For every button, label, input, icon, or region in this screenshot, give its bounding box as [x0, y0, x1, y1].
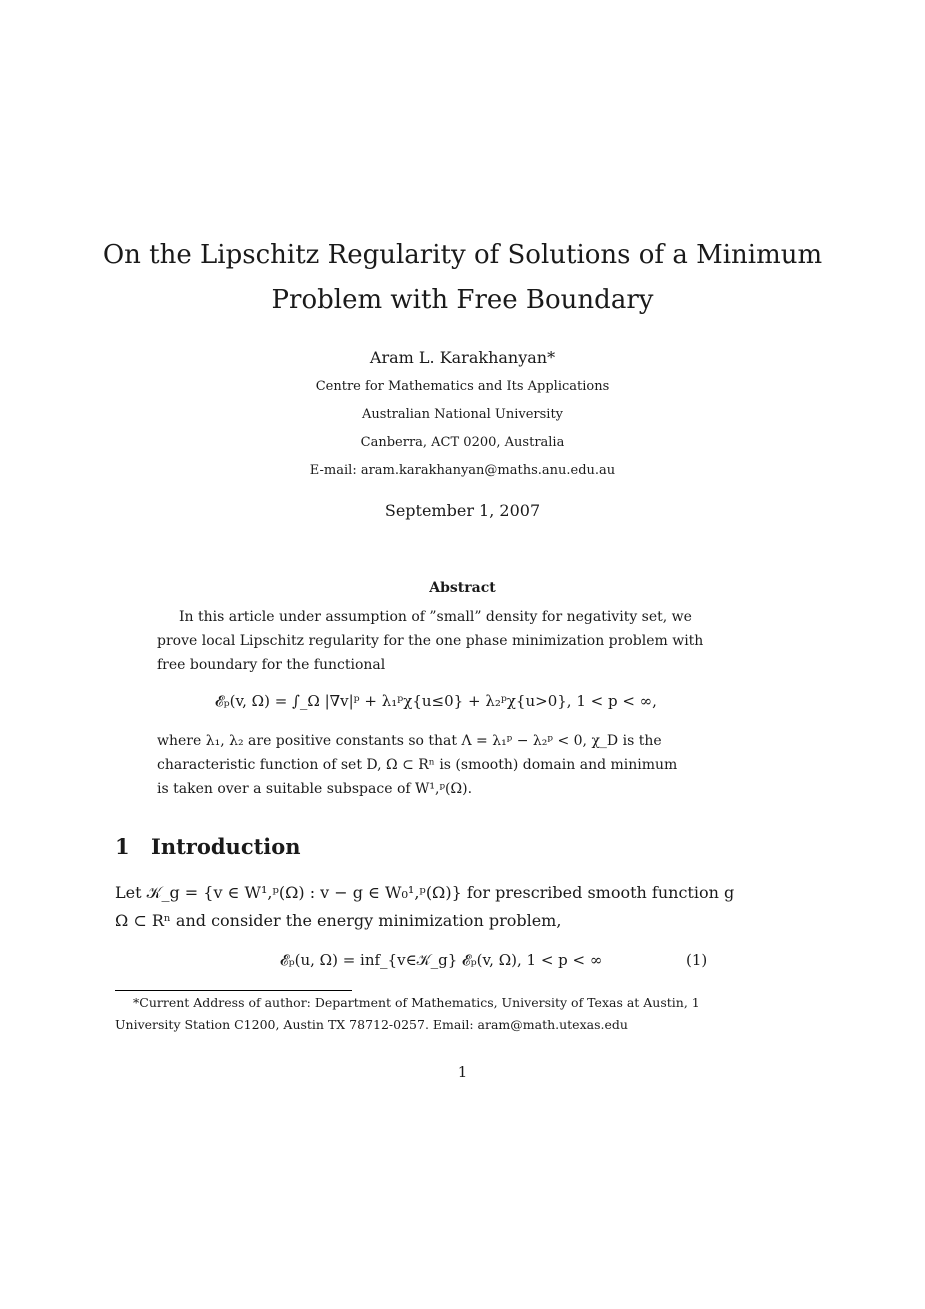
abstract-line: prove local Lipschitz regularity for the one phase minimization problem with [157, 633, 704, 649]
date: September 1, 2007 [384, 501, 541, 520]
abstract-line: free boundary for the functional [157, 657, 386, 673]
abstract-heading: Abstract [429, 580, 496, 596]
abstract-line: characteristic function of set D, Ω ⊂ Rⁿ is (smooth) domain and minimum [157, 757, 678, 773]
affiliation-line: Canberra, ACT 0200, Australia [360, 435, 565, 450]
footnote-line: University Station C1200, Austin TX 78712-0257. Email: aram@math.utexas.edu [115, 1017, 628, 1032]
abstract-text [157, 605, 704, 677]
intro-line: Let 𝒦_g = {v ∈ W¹,ᵖ(Ω) : v − g ∈ W₀¹,ᵖ(Ω)} for prescribed smooth function g [115, 883, 735, 902]
page-number: 1 [457, 1063, 468, 1081]
author: Aram L. Karakhanyan* [369, 348, 556, 367]
section-number: 1 [115, 834, 130, 859]
abstract-line: In this article under assumption of ”small” density for negativity set, we [179, 609, 692, 625]
intro-paragraph [115, 879, 735, 935]
title-line-1: On the Lipschitz Regularity of Solutions of a Minimum [102, 240, 823, 270]
abstract-text-continued [157, 729, 678, 801]
abstract-equation: 𝓔ₚ(v, Ω) = ∫_Ω |∇v|ᵖ + λ₁ᵖχ{u≤0} + λ₂ᵖχ{u>0}, 1 < p < ∞, [215, 692, 657, 710]
intro-line: Ω ⊂ Rⁿ and consider the energy minimization problem, [115, 911, 562, 930]
equation-1-number: (1) [686, 951, 708, 969]
affiliation-line: Australian National University [361, 407, 564, 422]
section-title: Introduction [151, 834, 301, 859]
abstract-line: is taken over a suitable subspace of W¹,ᵖ(Ω). [157, 781, 473, 797]
affiliation-line: Centre for Mathematics and Its Applications [315, 379, 610, 394]
equation-1: 𝓔ₚ(u, Ω) = inf_{v∈𝒦_g} 𝓔ₚ(v, Ω), 1 < p < ∞ [280, 951, 603, 969]
footnote-rule [115, 990, 352, 991]
title-line-2: Problem with Free Boundary [271, 285, 654, 315]
author-email: E-mail: aram.karakhanyan@maths.anu.edu.au [309, 463, 616, 478]
abstract-line: where λ₁, λ₂ are positive constants so that Λ = λ₁ᵖ − λ₂ᵖ < 0, χ_D is the [157, 733, 662, 749]
footnote [115, 992, 715, 1036]
footnote-line: *Current Address of author: Department of Mathematics, University of Texas at Austin, 1 [133, 995, 700, 1010]
